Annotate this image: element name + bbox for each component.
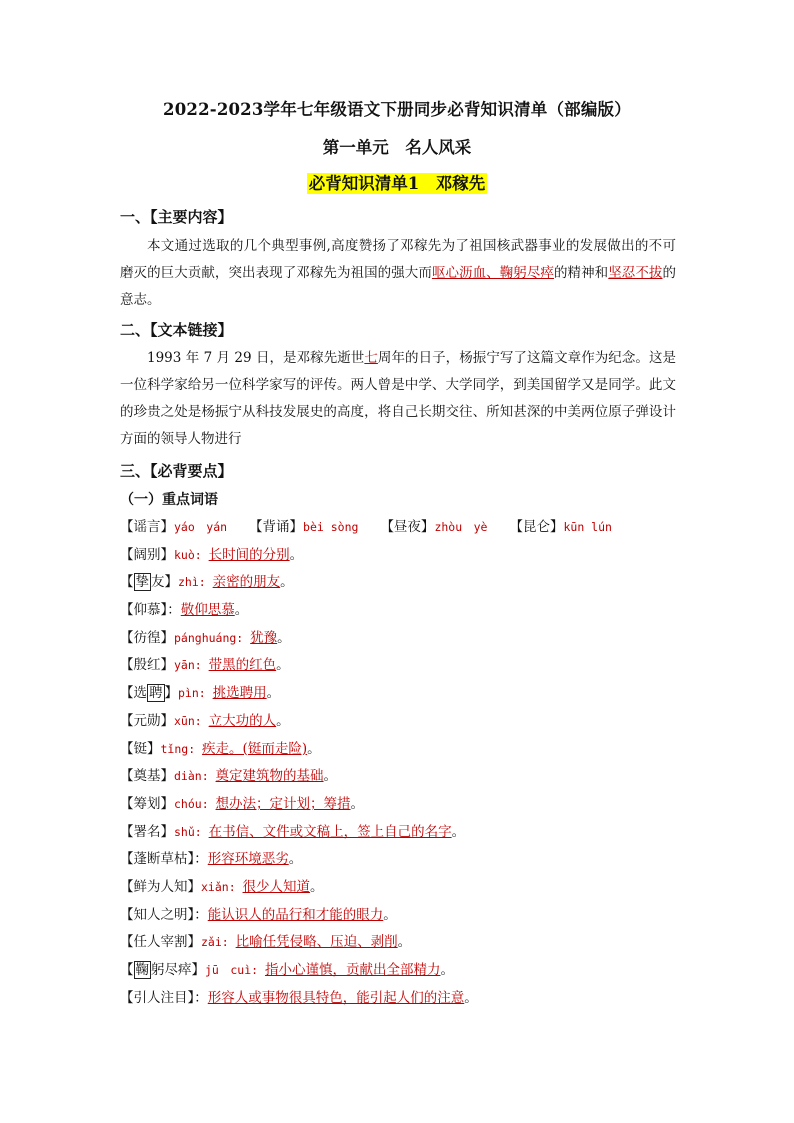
vocab-term: 友】 xyxy=(151,574,178,591)
vocab-term: 【 xyxy=(120,962,134,978)
vocab-row xyxy=(120,569,700,597)
vocab-term-boxed-char: 鞠 xyxy=(135,962,149,978)
vocab-row xyxy=(120,763,700,791)
vocab-definition: 比喻任凭侵略、压迫、剥削 xyxy=(235,934,398,951)
vocab-row xyxy=(120,791,700,819)
vocab-definition: 带黑的红色 xyxy=(208,657,277,674)
vocab-pinyin: yān: xyxy=(174,658,209,673)
vocab-item xyxy=(380,519,487,535)
vocab-row xyxy=(120,985,700,1013)
vocab-definition: 形容人或事物很具特色，能引起人们的注意 xyxy=(207,989,465,1006)
vocab-definition: 想办法；定计划；筹措 xyxy=(215,795,351,812)
vocab-first-row xyxy=(120,514,700,542)
vocab-period: 。 xyxy=(451,823,466,840)
vocab-pinyin: kuò: xyxy=(174,547,209,562)
vocab-pinyin: pìn: xyxy=(178,686,213,701)
vocab-period: 。 xyxy=(288,851,303,868)
unit-title: 第一单元 名人风采 xyxy=(322,138,472,157)
vocab-term: 【元勋】 xyxy=(120,712,174,729)
vocab-term: 【筹划】 xyxy=(120,795,174,812)
section1-paragraph: 本文通过选取的几个典型事例,高度赞扬了邓稼先为了祖国核武器事业的发展做出的不可磨灭的巨大贡献，突出表现了邓稼先为祖国的强大而呕心沥血、鞠躬尽瘁的精神和坚忍不拔的意志。 xyxy=(120,238,676,308)
vocab-period: 。 xyxy=(276,712,290,729)
list-title-wrap xyxy=(0,170,794,194)
vocab-period: 。 xyxy=(323,768,338,785)
vocab-period: 。 xyxy=(276,657,290,674)
vocab-period: 。 xyxy=(289,546,304,563)
vocab-term: 【选 xyxy=(120,685,147,702)
vocab-pinyin: shǔ: xyxy=(174,824,209,839)
vocab-term: 【昼夜】 xyxy=(380,519,435,535)
highlight-phrase: 七 xyxy=(364,350,378,366)
vocab-definition: 犹豫 xyxy=(250,629,278,646)
highlight-phrase: 呕心沥血、鞠躬尽瘁 xyxy=(431,265,554,281)
vocab-term: 【铤】 xyxy=(120,740,161,757)
vocab-term: 【鲜为人知】 xyxy=(120,878,201,895)
vocab-term-boxed-char: 聘 xyxy=(149,685,163,702)
vocab-period: 。 xyxy=(307,740,321,757)
vocab-term: 【 xyxy=(120,574,134,591)
vocab-term: 【阔别】 xyxy=(120,546,174,563)
vocab-definition: 挑选聘用 xyxy=(212,685,267,702)
vocab-row xyxy=(120,902,700,930)
vocab-term: 【殷红】 xyxy=(120,657,174,674)
vocab-row xyxy=(120,652,700,680)
highlight-phrase: 坚忍不拔 xyxy=(608,265,663,281)
vocab-separator: ： xyxy=(194,851,208,868)
vocab-definition: 敬仰思慕 xyxy=(180,602,235,619)
vocab-pinyin: tǐng: xyxy=(160,741,203,756)
vocab-definition: 长时间的分别 xyxy=(208,546,290,563)
vocab-term: 躬尽瘁】 xyxy=(151,962,205,978)
vocab-list xyxy=(120,514,700,1012)
vocab-period: 。 xyxy=(464,989,478,1006)
vocab-row xyxy=(120,680,700,708)
vocab-separator: ： xyxy=(167,602,181,619)
vocab-term: 【彷徨】 xyxy=(120,629,174,646)
vocab-pinyin: pánghuáng: xyxy=(174,630,251,645)
vocab-period: 。 xyxy=(277,629,291,646)
vocab-term: 【背诵】 xyxy=(249,519,304,535)
vocab-item xyxy=(249,519,358,535)
vocab-row xyxy=(120,708,700,736)
vocab-definition: 形容环境恶劣 xyxy=(207,851,289,868)
vocab-term: 【昆仑】 xyxy=(509,519,564,535)
section3-heading: 三、【必背要点】 xyxy=(120,462,233,480)
vocab-definition: 能认识人的品行和才能的眼力 xyxy=(207,906,384,923)
vocab-item xyxy=(120,519,227,535)
section2-heading: 二、【文本链接】 xyxy=(120,321,233,339)
vocab-term-boxed-char: 挚 xyxy=(135,574,149,591)
vocab-term: 【引人注目】 xyxy=(120,989,195,1006)
vocab-definition: 疾走。(铤而走险) xyxy=(202,740,308,757)
vocab-term: 【奠基】 xyxy=(120,768,174,785)
vocab-pinyin: bèi sòng xyxy=(303,520,359,534)
vocab-row xyxy=(120,597,700,625)
vocab-pinyin: yáo yán xyxy=(174,520,228,534)
vocab-pinyin: chóu: xyxy=(174,796,216,811)
vocab-term: 】 xyxy=(164,685,178,702)
vocab-pinyin: xūn: xyxy=(174,713,209,728)
vocab-row xyxy=(120,957,700,985)
vocab-row xyxy=(120,874,700,902)
vocab-definition: 在书信、文件或文稿上，签上自己的名字 xyxy=(208,823,452,840)
vocab-row xyxy=(120,736,700,764)
vocab-row xyxy=(120,542,700,570)
vocab-period: 。 xyxy=(266,685,281,702)
vocab-pinyin: zhì: xyxy=(178,575,213,590)
vocab-period: 。 xyxy=(383,906,397,923)
vocab-row xyxy=(120,819,700,847)
vocab-subheading: （一）重点词语 xyxy=(120,492,218,508)
vocab-definition: 奠定建筑物的基础 xyxy=(215,768,324,785)
vocab-period: 。 xyxy=(350,795,365,812)
vocab-pinyin: zǎi: xyxy=(201,935,236,950)
vocab-pinyin: xiǎn: xyxy=(201,879,243,894)
vocab-period: 。 xyxy=(440,962,454,978)
vocab-term: 【署名】 xyxy=(120,823,174,840)
section2-paragraph: 1993 年 7 月 29 日，是邓稼先逝世七周年的日子，杨振宁写了这篇文章作为纪念。这是一位科学家给另一位科学家写的评传。两人曾是中学、大学同学，到美国留学又是同学。此文的珍贵之处是杨振宁从科技发展史的高度，将自己长期交往、所知甚深的中美两位原子弹设计方面的领导人物进行 xyxy=(120,350,677,447)
section1-heading: 一、【主要内容】 xyxy=(120,208,233,226)
vocab-definition: 立大功的人 xyxy=(208,712,277,729)
vocab-separator: ： xyxy=(194,989,208,1006)
vocab-term: 【任人宰割】 xyxy=(120,934,201,951)
vocab-pinyin: diàn: xyxy=(174,769,216,784)
vocab-row xyxy=(120,625,700,653)
vocab-definition: 指小心谨慎，贡献出全部精力 xyxy=(264,962,441,978)
vocab-pinyin: kūn lún xyxy=(563,520,612,534)
vocab-definition: 亲密的朋友 xyxy=(212,574,281,591)
vocab-term: 【蓬断草枯】 xyxy=(120,851,195,868)
vocab-item xyxy=(509,519,611,535)
vocab-row xyxy=(120,929,700,957)
vocab-term: 【知人之明】 xyxy=(120,906,195,923)
list-title: 必背知识清单1 邓稼先 xyxy=(308,174,486,193)
vocab-period: 。 xyxy=(397,934,412,951)
vocab-period: 。 xyxy=(280,574,294,591)
vocab-row xyxy=(120,846,700,874)
vocab-pinyin: jū cuì: xyxy=(205,963,265,977)
document-title: 2022-2023学年七年级语文下册同步必背知识清单（部编版） xyxy=(163,100,631,119)
vocab-period: 。 xyxy=(234,602,249,619)
vocab-definition: 很少人知道 xyxy=(242,878,311,895)
vocab-term: 【谣言】 xyxy=(120,519,174,535)
vocab-separator: ： xyxy=(194,906,208,923)
vocab-term: 【仰慕】 xyxy=(120,602,168,619)
vocab-period: 。 xyxy=(310,878,324,895)
vocab-pinyin: zhòu yè xyxy=(434,520,488,534)
